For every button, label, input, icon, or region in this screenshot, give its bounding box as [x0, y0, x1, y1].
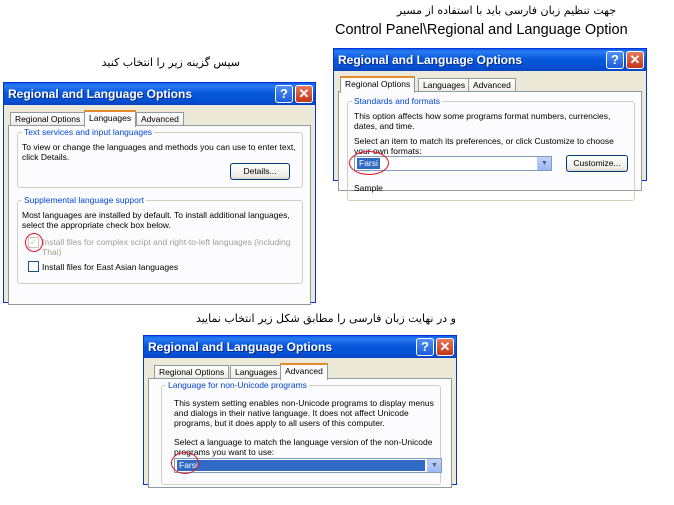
format-select-value: Farsi [359, 158, 378, 168]
highlight-ring [171, 452, 199, 474]
caption-bottom: و در نهایت زبان فارسی را مطابق شکل زیر انتخاب نمایید [195, 312, 456, 325]
dialog-regional-options [333, 48, 647, 193]
tab-advanced[interactable]: Advanced [280, 363, 328, 380]
chevron-down-icon[interactable]: ▼ [427, 459, 441, 472]
tab-regional-options[interactable]: Regional Options [10, 112, 85, 126]
dialog-title: Regional and Language Options [148, 340, 333, 354]
instruction-text: Select an item to match its preferences, or click Customize to choose your own formats: [354, 136, 614, 156]
description-text: This option affects how some programs format numbers, currencies, dates, and time. [354, 111, 611, 131]
tab-regional-options[interactable]: Regional Options [154, 365, 229, 379]
dialog-title-bar[interactable] [334, 49, 646, 71]
highlight-ring [25, 233, 43, 252]
dialog-title: Regional and Language Options [338, 53, 523, 67]
text-services-group [17, 127, 303, 188]
tab-advanced[interactable]: Advanced [468, 78, 516, 92]
group-title: Language for non-Unicode programs [168, 380, 307, 390]
customize-button[interactable]: Customize... [566, 155, 628, 172]
language-select[interactable] [174, 458, 442, 473]
tab-panel [8, 125, 311, 305]
dialog-languages [3, 82, 316, 303]
highlight-ring [349, 151, 389, 175]
help-button[interactable]: ? [416, 338, 434, 356]
complex-script-label: Install files for complex script and right-to-left languages (including Thai) [42, 237, 291, 257]
help-button[interactable]: ? [606, 51, 624, 69]
caption-control-panel-path: Control Panel\Regional and Language Option [335, 22, 628, 38]
tab-languages[interactable]: Languages [418, 78, 470, 92]
text-services-description: To view or change the languages and methods you can use to enter text, click Details. [22, 142, 296, 162]
tab-regional-options[interactable]: Regional Options [340, 76, 415, 93]
supplemental-language-group [17, 195, 303, 284]
dialog-advanced [143, 335, 457, 485]
standards-formats-group [347, 96, 635, 201]
help-button[interactable]: ? [275, 85, 293, 103]
close-button[interactable]: ✕ [626, 51, 644, 69]
non-unicode-instruction: Select a language to match the language version of the non-Unicode programs you want to use: [174, 437, 433, 457]
sample-label-cut: Sample [354, 183, 383, 193]
tab-languages[interactable]: Languages [230, 365, 282, 379]
group-title: Supplemental language support [24, 195, 145, 205]
group-title: Standards and formats [354, 96, 440, 106]
east-asian-checkbox[interactable] [28, 261, 39, 272]
complex-script-checkbox[interactable]: ✓ [29, 237, 38, 247]
group-title: Text services and input languages [24, 127, 153, 137]
tab-advanced[interactable]: Advanced [136, 112, 184, 126]
dialog-title: Regional and Language Options [8, 87, 193, 101]
caption-top-right: جهت تنظیم زبان فارسی باید با استفاده از مسیر [396, 4, 616, 17]
non-unicode-description: This system setting enables non-Unicode programs to display menus and dialogs in their native language. It does not affect Unicode programs, but it does apply to all users of this computer. [174, 398, 434, 428]
non-unicode-group [161, 380, 441, 485]
dialog-title-bar[interactable] [144, 336, 456, 358]
close-button[interactable]: ✕ [295, 85, 313, 103]
east-asian-label: Install files for East Asian languages [42, 262, 179, 272]
chevron-down-icon[interactable]: ▼ [537, 157, 551, 170]
tab-languages[interactable]: Languages [84, 110, 136, 127]
language-select-value: Farsi [177, 460, 425, 471]
tab-panel [338, 91, 642, 191]
caption-left: سپس گزینه زیر را انتخاب کنید [101, 56, 240, 69]
close-button[interactable]: ✕ [436, 338, 454, 356]
tab-panel [148, 378, 452, 488]
supplemental-description: Most languages are installed by default. To install additional languages, select the appropriate check box below. [22, 210, 290, 230]
details-button[interactable]: Details... [230, 163, 290, 180]
dialog-title-bar[interactable] [4, 83, 315, 105]
